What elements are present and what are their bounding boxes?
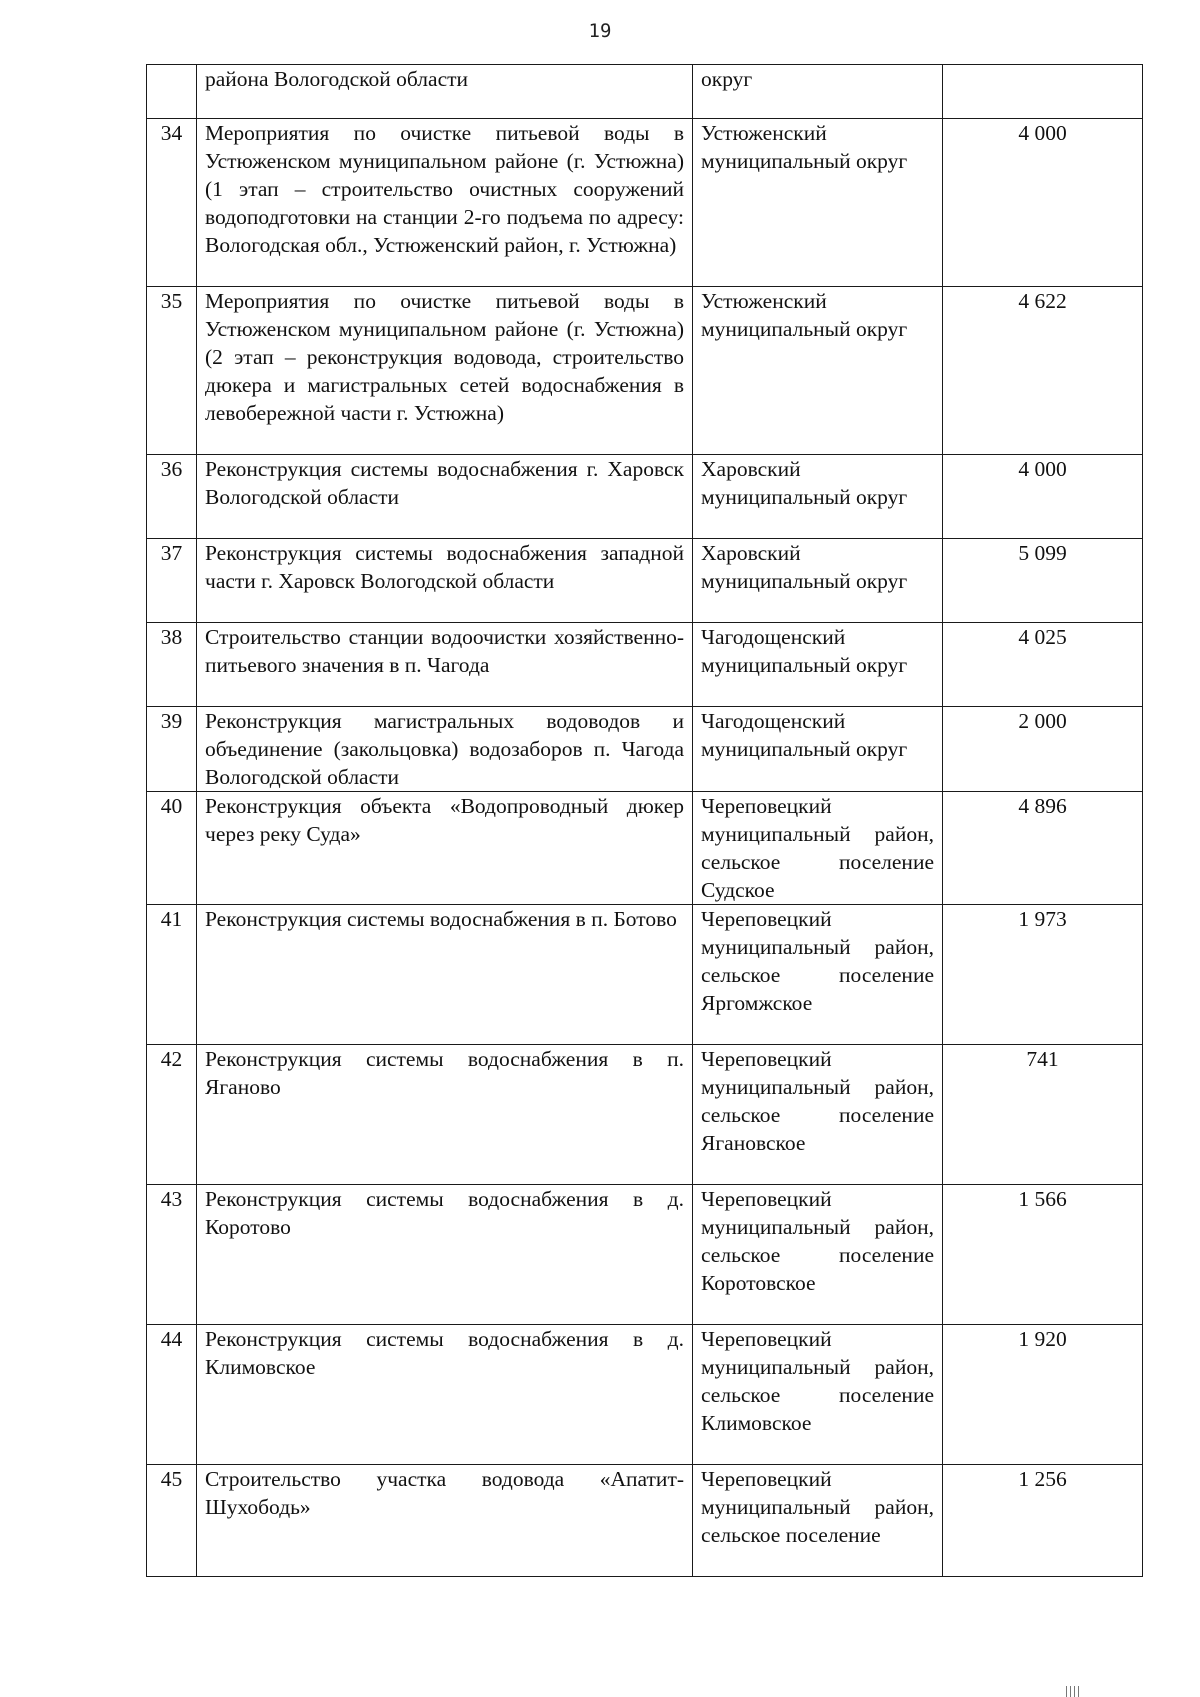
project-name: Строительство станции водоочистки хозяйственно-питьевого значения в п. Чагода bbox=[197, 623, 693, 707]
funding-amount: 1 973 bbox=[943, 905, 1143, 1045]
funding-amount: 1 256 bbox=[943, 1465, 1143, 1577]
funding-amount bbox=[943, 65, 1143, 119]
project-name: Реконструкция системы водоснабжения в п. Ботово bbox=[197, 905, 693, 1045]
table-row bbox=[147, 1185, 1143, 1325]
municipality: Харовский муниципальный округ bbox=[693, 539, 943, 623]
project-name: Реконструкция объекта «Водопроводный дюкер через реку Суда» bbox=[197, 792, 693, 905]
municipality: Чагодощенский муниципальный округ bbox=[693, 623, 943, 707]
project-name: Реконструкция системы водоснабжения западной части г. Харовск Вологодской области bbox=[197, 539, 693, 623]
funding-amount: 4 000 bbox=[943, 119, 1143, 287]
municipality: Устюженский муниципальный округ bbox=[693, 119, 943, 287]
municipality: Череповецкий муниципальный район, сельское поселение Судское bbox=[693, 792, 943, 905]
table-row bbox=[147, 623, 1143, 707]
row-number bbox=[147, 65, 197, 119]
project-name: Реконструкция системы водоснабжения г. Харовск Вологодской области bbox=[197, 455, 693, 539]
row-number: 34 bbox=[147, 119, 197, 287]
municipality: Череповецкий муниципальный район, сельское поселение Яргомжское bbox=[693, 905, 943, 1045]
table-row bbox=[147, 1045, 1143, 1185]
row-number: 35 bbox=[147, 287, 197, 455]
funding-table bbox=[146, 64, 1143, 1577]
municipality: Череповецкий муниципальный район, сельское поселение Ягановское bbox=[693, 1045, 943, 1185]
funding-amount: 1 920 bbox=[943, 1325, 1143, 1465]
funding-amount: 4 622 bbox=[943, 287, 1143, 455]
row-number: 37 bbox=[147, 539, 197, 623]
table-row bbox=[147, 905, 1143, 1045]
funding-amount: 741 bbox=[943, 1045, 1143, 1185]
funding-amount: 2 000 bbox=[943, 707, 1143, 792]
table-row bbox=[147, 1465, 1143, 1577]
municipality: Устюженский муниципальный округ bbox=[693, 287, 943, 455]
project-name: Мероприятия по очистке питьевой воды в Устюженском муниципальном районе (г. Устюжна) (2 этап – реконструкция водовода, строительство дюкера и магистральных сетей водоснабжения в левобережной части г. Устюжна) bbox=[197, 287, 693, 455]
table-row bbox=[147, 287, 1143, 455]
project-name: района Вологодской области bbox=[197, 65, 693, 119]
project-name: Реконструкция системы водоснабжения в д. Коротово bbox=[197, 1185, 693, 1325]
table-row bbox=[147, 539, 1143, 623]
funding-amount: 4 896 bbox=[943, 792, 1143, 905]
row-number: 36 bbox=[147, 455, 197, 539]
project-name: Строительство участка водовода «Апатит-Шухободь» bbox=[197, 1465, 693, 1577]
row-number: 42 bbox=[147, 1045, 197, 1185]
municipality: округ bbox=[693, 65, 943, 119]
table-row bbox=[147, 119, 1143, 287]
funding-amount: 1 566 bbox=[943, 1185, 1143, 1325]
project-name: Реконструкция системы водоснабжения в д. Климовское bbox=[197, 1325, 693, 1465]
row-number: 45 bbox=[147, 1465, 197, 1577]
row-number: 44 bbox=[147, 1325, 197, 1465]
table-row bbox=[147, 1325, 1143, 1465]
municipality: Череповецкий муниципальный район, сельское поселение Коротовское bbox=[693, 1185, 943, 1325]
page-number: 19 bbox=[588, 20, 612, 42]
table-row bbox=[147, 792, 1143, 905]
municipality: Череповецкий муниципальный район, сельское поселение Климовское bbox=[693, 1325, 943, 1465]
table-row bbox=[147, 65, 1143, 119]
municipality: Чагодощенский муниципальный округ bbox=[693, 707, 943, 792]
project-name: Реконструкция системы водоснабжения в п. Яганово bbox=[197, 1045, 693, 1185]
municipality: Харовский муниципальный округ bbox=[693, 455, 943, 539]
row-number: 40 bbox=[147, 792, 197, 905]
project-name: Мероприятия по очистке питьевой воды в Устюженском муниципальном районе (г. Устюжна) (1 этап – строительство очистных сооружений водоподготовки на станции 2-го подъема по адресу: Вологодская обл., Устюженский район, г. Устюжна) bbox=[197, 119, 693, 287]
funding-amount: 4 000 bbox=[943, 455, 1143, 539]
project-name: Реконструкция магистральных водоводов и объединение (закольцовка) водозаборов п. Чагода Вологодской области bbox=[197, 707, 693, 792]
table-row bbox=[147, 455, 1143, 539]
funding-amount: 5 099 bbox=[943, 539, 1143, 623]
table-row bbox=[147, 707, 1143, 792]
funding-amount: 4 025 bbox=[943, 623, 1143, 707]
row-number: 41 bbox=[147, 905, 197, 1045]
row-number: 39 bbox=[147, 707, 197, 792]
municipality: Череповецкий муниципальный район, сельское поселение bbox=[693, 1465, 943, 1577]
scan-barcode-mark bbox=[1066, 1686, 1088, 1697]
row-number: 43 bbox=[147, 1185, 197, 1325]
row-number: 38 bbox=[147, 623, 197, 707]
